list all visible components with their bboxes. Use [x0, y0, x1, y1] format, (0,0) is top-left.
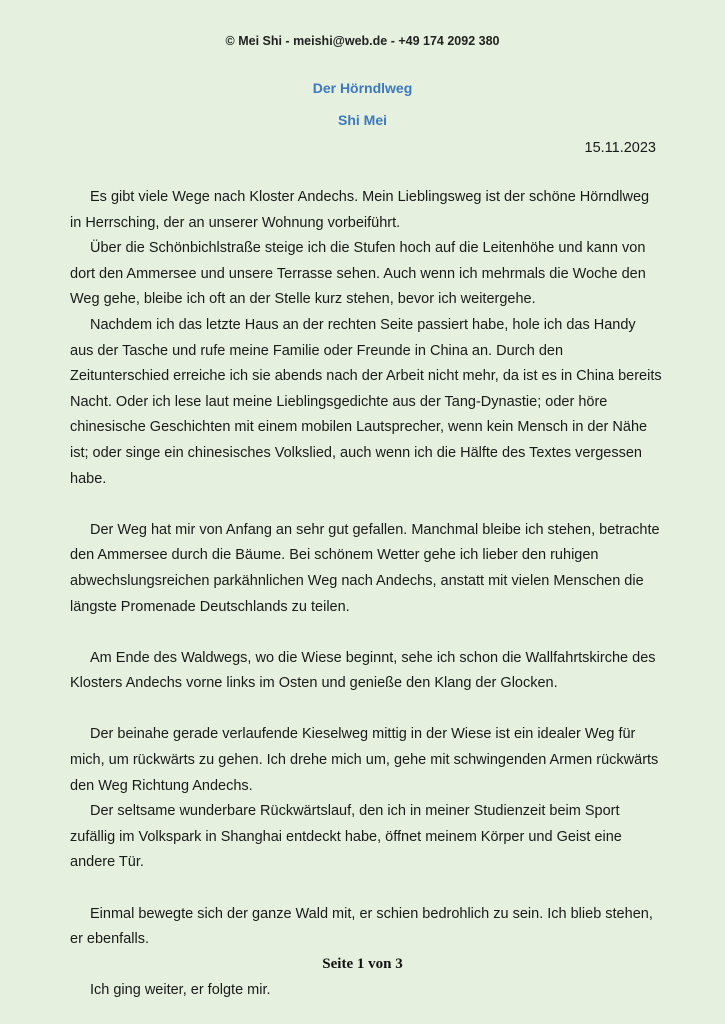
document-title: Der Hörndlweg — [312, 80, 413, 96]
paragraph: Ich ging weiter, er folgte mir. — [90, 982, 271, 999]
paragraph: Der Weg hat mir von Anfang an sehr gut gefallen. Manchmal bleibe ich stehen, betrachte den Ammersee durch die Bäume. Bei schönem Wetter gehe ich lieber den ruhigen abwechslungsreichen parkähnlichen Weg nach Andechs, anstatt mit vielen Menschen die längste Promenade Deutschlands zu teilen. — [70, 521, 660, 615]
paragraph: Der seltsame wunderbare Rückwärtslauf, den ich in meiner Studienzeit beim Sport zufällig im Volkspark in Shanghai entdeckt habe, öffnet meinem Körper und Geist eine andere Tür. — [70, 803, 622, 871]
paragraph: Es gibt viele Wege nach Kloster Andechs. Mein Lieblingsweg ist der schöne Hörndlweg in Herrsching, der an unserer Wohnung vorbeiführt. — [70, 189, 650, 231]
document-body — [70, 185, 662, 1004]
document-date: 15.11.2023 — [584, 140, 656, 156]
page-number: Seite 1 von 3 — [322, 956, 403, 972]
copyright-header: © Mei Shi - meishi@web.de - +49 174 2092 380 — [225, 34, 500, 48]
document-author: Shi Mei — [337, 112, 387, 128]
paragraph: Nachdem ich das letzte Haus an der rechten Seite passiert habe, hole ich das Handy aus der Tasche und rufe meine Familie oder Freunde in China an. Durch den Zeitunterschied erreiche ich sie abends nach der Arbeit nicht mehr, da ist es in China bereits Nacht. Oder ich lese laut meine Lieblingsgedichte aus der Tang-Dynastie; oder höre chinesische Geschichten mit einem mobilen Lautsprecher, wenn kein Mensch in der Nähe ist; oder singe ein chinesisches Volkslied, auch wenn ich die Hälfte des Textes vergessen habe. — [70, 316, 662, 487]
paragraph: Einmal bewegte sich der ganze Wald mit, er schien bedrohlich zu sein. Ich blieb stehen, er ebenfalls. — [70, 905, 653, 948]
paragraph: Am Ende des Waldwegs, wo die Wiese beginnt, sehe ich schon die Wallfahrtskirche des Klosters Andechs vorne links im Osten und genieße den Klang der Glocken. — [70, 649, 656, 692]
paragraph: Der beinahe gerade verlaufende Kieselweg mittig in der Wiese ist ein idealer Weg für mich, um rückwärts zu gehen. Ich drehe mich um, gehe mit schwingenden Armen rückwärts den Weg Richtung Andechs. — [70, 726, 659, 794]
paragraph: Über die Schönbichlstraße steige ich die Stufen hoch auf die Leitenhöhe und kann von dort den Ammersee und unsere Terrasse sehen. Auch wenn ich mehrmals die Woche den Weg gehe, bleibe ich oft an der Stelle kurz stehen, bevor ich weitergehe. — [70, 240, 646, 308]
